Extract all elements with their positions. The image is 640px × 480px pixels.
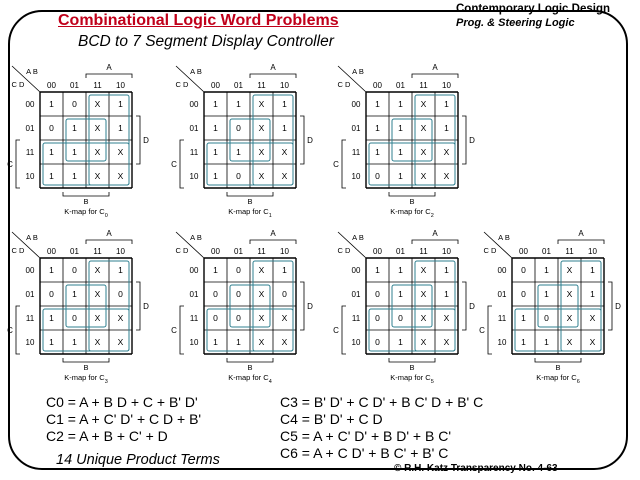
kmap-cell: X <box>589 313 596 323</box>
kmap-cell: X <box>258 147 265 157</box>
kmap-cell: 1 <box>444 99 449 109</box>
kmap-cell: X <box>566 289 573 299</box>
kmap-c-label: C <box>7 326 13 335</box>
kmap-d-label: D <box>615 302 621 311</box>
kmap-cell: X <box>443 147 450 157</box>
kmap-a-label: A <box>106 63 112 72</box>
kmap-cell: X <box>117 313 124 323</box>
kmap-cell: 0 <box>118 289 123 299</box>
kmap-d-label: D <box>307 302 313 311</box>
kmap-cell: 0 <box>375 171 380 181</box>
kmap-cell: 0 <box>213 313 218 323</box>
kmap-col-code: 10 <box>588 247 597 256</box>
kmap-cell: 0 <box>236 123 241 133</box>
kmap-cell: X <box>589 337 596 347</box>
kmap-row-code: 01 <box>351 290 361 299</box>
product-terms-note: 14 Unique Product Terms <box>56 452 220 468</box>
kmap-cell: X <box>94 313 101 323</box>
kmap-cell: 1 <box>375 123 380 133</box>
kmap-cell: X <box>94 337 101 347</box>
kmap-5 <box>333 229 475 385</box>
kmap-col-code: 11 <box>565 247 574 256</box>
kmap-cell: 0 <box>236 265 241 275</box>
kmap-cell: 1 <box>213 337 218 347</box>
kmap-cd-label: C D <box>11 80 25 89</box>
kmap-row-code: 10 <box>351 338 361 347</box>
kmap-cell: 1 <box>398 265 403 275</box>
kmap-cell: 1 <box>213 147 218 157</box>
kmap-caption: K-map for $C_5$ <box>390 373 434 385</box>
kmap-b-label: B <box>83 197 89 206</box>
kmap-cell: X <box>443 337 450 347</box>
kmap-b-label: B <box>409 197 415 206</box>
kmap-row-code: 00 <box>189 266 199 275</box>
kmap-row-code: 10 <box>189 338 199 347</box>
kmap-cell: 0 <box>236 289 241 299</box>
kmap-cell: 1 <box>118 265 123 275</box>
kmap-cell: X <box>258 265 265 275</box>
kmap-cell: 1 <box>49 265 54 275</box>
kmap-cell: 1 <box>72 147 77 157</box>
kmap-b-label: B <box>83 363 89 372</box>
kmap-col-code: 11 <box>419 247 428 256</box>
kmap-a-label: A <box>578 229 584 238</box>
equation-c3: C3 = B' D' + C D' + B C' D + B' C <box>280 394 484 410</box>
kmap-cd-label: C D <box>483 246 497 255</box>
kmap-col-code: 10 <box>116 81 125 90</box>
kmap-col-code: 01 <box>542 247 551 256</box>
kmap-cell: X <box>258 337 265 347</box>
kmap-cell: 1 <box>544 289 549 299</box>
kmap-row-code: 11 <box>189 314 199 323</box>
kmap-cell: X <box>420 265 427 275</box>
kmap-c-label: C <box>7 160 13 169</box>
kmap-cell: X <box>420 289 427 299</box>
kmap-cell: 0 <box>72 265 77 275</box>
kmap-d-label: D <box>143 302 149 311</box>
kmap-cell: 1 <box>590 265 595 275</box>
kmap-cell: 0 <box>375 313 380 323</box>
kmap-ab-label: A B <box>26 233 38 242</box>
kmap-cell: X <box>94 289 101 299</box>
kmap-cell: X <box>258 313 265 323</box>
kmap-cell: X <box>420 147 427 157</box>
kmap-row-code: 10 <box>25 338 35 347</box>
kmap-b-label: B <box>555 363 561 372</box>
kmap-col-code: 10 <box>280 81 289 90</box>
kmap-cell: 1 <box>72 337 77 347</box>
kmap-cell: 1 <box>375 99 380 109</box>
kmap-cell: 1 <box>282 123 287 133</box>
kmap-2 <box>333 63 475 219</box>
kmap-cell: 1 <box>398 147 403 157</box>
kmap-col-code: 11 <box>93 247 102 256</box>
kmap-row-code: 11 <box>25 314 35 323</box>
kmap-cell: 1 <box>72 289 77 299</box>
kmap-col-code: 00 <box>47 81 56 90</box>
kmap-ab-label: A B <box>352 67 364 76</box>
kmap-cell: 1 <box>444 289 449 299</box>
kmap-cell: X <box>566 265 573 275</box>
kmap-row-code: 11 <box>351 148 361 157</box>
kmap-col-code: 00 <box>519 247 528 256</box>
kmap-cell: X <box>443 313 450 323</box>
kmap-cell: 0 <box>72 99 77 109</box>
kmap-cell: X <box>117 147 124 157</box>
kmap-cd-label: C D <box>337 246 351 255</box>
kmap-cell: 1 <box>213 265 218 275</box>
kmap-cell: X <box>94 99 101 109</box>
kmap-ab-label: A B <box>26 67 38 76</box>
kmap-cell: X <box>420 313 427 323</box>
kmap-cell: 0 <box>521 265 526 275</box>
kmap-row-code: 00 <box>189 100 199 109</box>
kmap-cell: 0 <box>398 313 403 323</box>
equation-c6: C6 = A + C D' + B C' + B' C <box>280 445 449 461</box>
kmap-caption: K-map for $C_6$ <box>536 373 580 385</box>
kmap-row-code: 01 <box>25 124 35 133</box>
equation-c1: C1 = A + C' D' + C D + B' <box>46 411 202 427</box>
kmap-ab-label: A B <box>352 233 364 242</box>
kmap-cell: 0 <box>49 289 54 299</box>
kmap-row-code: 01 <box>189 124 199 133</box>
kmap-col-code: 00 <box>373 247 382 256</box>
kmap-cell: 0 <box>544 313 549 323</box>
kmap-col-code: 11 <box>257 81 266 90</box>
kmap-cell: 1 <box>118 123 123 133</box>
kmap-col-code: 10 <box>442 81 451 90</box>
kmap-cell: X <box>258 99 265 109</box>
kmap-3 <box>7 229 149 385</box>
kmap-b-label: B <box>247 363 253 372</box>
kmap-row-code: 00 <box>351 266 361 275</box>
kmap-row-code: 11 <box>189 148 199 157</box>
kmap-col-code: 00 <box>211 247 220 256</box>
kmap-1 <box>171 63 313 219</box>
kmap-cell: X <box>117 337 124 347</box>
equation-c4: C4 = B' D' + C D <box>280 411 383 427</box>
kmap-col-code: 11 <box>93 81 102 90</box>
kmap-cell: 1 <box>398 123 403 133</box>
kmap-cell: 1 <box>118 99 123 109</box>
kmap-cell: X <box>94 265 101 275</box>
kmap-cell: X <box>258 289 265 299</box>
kmap-cell: 1 <box>444 123 449 133</box>
kmap-cell: 1 <box>236 147 241 157</box>
kmap-row-code: 11 <box>497 314 507 323</box>
kmap-cell: 1 <box>544 337 549 347</box>
kmap-ab-label: A B <box>498 233 510 242</box>
kmap-col-code: 10 <box>116 247 125 256</box>
kmap-cell: X <box>443 171 450 181</box>
kmap-6 <box>479 229 621 385</box>
kmap-ab-label: A B <box>190 67 202 76</box>
kmap-row-code: 00 <box>25 100 35 109</box>
kmap-cd-label: C D <box>175 80 189 89</box>
kmap-cell: 1 <box>213 123 218 133</box>
kmap-row-code: 01 <box>351 124 361 133</box>
kmap-cell: X <box>420 123 427 133</box>
kmap-row-code: 00 <box>351 100 361 109</box>
kmap-cell: X <box>94 171 101 181</box>
kmap-col-code: 10 <box>280 247 289 256</box>
kmap-cell: 1 <box>375 265 380 275</box>
kmap-col-code: 11 <box>419 81 428 90</box>
kmap-cell: 0 <box>375 289 380 299</box>
kmap-cell: 0 <box>282 289 287 299</box>
kmap-col-code: 00 <box>47 247 56 256</box>
kmap-cd-label: C D <box>11 246 25 255</box>
kmap-a-label: A <box>270 63 276 72</box>
kmap-col-code: 01 <box>70 81 79 90</box>
kmap-cell: X <box>281 313 288 323</box>
kmap-b-label: B <box>247 197 253 206</box>
kmap-col-code: 00 <box>211 81 220 90</box>
kmap-cell: 1 <box>72 171 77 181</box>
kmap-d-label: D <box>469 136 475 145</box>
kmap-a-label: A <box>432 229 438 238</box>
kmap-row-code: 10 <box>497 338 507 347</box>
kmap-cell: X <box>117 171 124 181</box>
kmap-4 <box>171 229 313 385</box>
kmap-cell: 1 <box>49 99 54 109</box>
kmap-caption: K-map for $C_2$ <box>390 207 434 219</box>
kmap-cd-label: C D <box>175 246 189 255</box>
kmap-cell: 1 <box>49 171 54 181</box>
kmap-cell: 1 <box>444 265 449 275</box>
kmap-cell: 1 <box>213 99 218 109</box>
kmap-cell: 1 <box>375 147 380 157</box>
kmap-cell: X <box>258 123 265 133</box>
kmap-d-label: D <box>469 302 475 311</box>
kmap-cell: 1 <box>398 289 403 299</box>
kmap-row-code: 10 <box>351 172 361 181</box>
kmap-row-code: 01 <box>25 290 35 299</box>
kmap-row-code: 00 <box>25 266 35 275</box>
kmap-col-code: 01 <box>234 81 243 90</box>
kmap-row-code: 10 <box>189 172 199 181</box>
kmap-a-label: A <box>106 229 112 238</box>
kmap-row-code: 10 <box>25 172 35 181</box>
kmap-cell: 1 <box>213 171 218 181</box>
kmap-cell: 1 <box>590 289 595 299</box>
kmap-c-label: C <box>479 326 485 335</box>
kmap-cell: X <box>566 313 573 323</box>
kmap-cell: 1 <box>521 337 526 347</box>
kmap-cell: 0 <box>521 289 526 299</box>
kmap-row-code: 01 <box>189 290 199 299</box>
kmap-cell: X <box>566 337 573 347</box>
kmap-cell: 0 <box>236 171 241 181</box>
kmap-a-label: A <box>270 229 276 238</box>
kmap-cell: 1 <box>49 337 54 347</box>
kmap-row-code: 11 <box>351 314 361 323</box>
kmap-col-code: 01 <box>70 247 79 256</box>
kmap-cell: X <box>420 99 427 109</box>
slide-title: Combinational Logic Word Problems <box>58 12 339 29</box>
kmap-cell: 1 <box>72 123 77 133</box>
kmap-cell: 1 <box>398 337 403 347</box>
kmap-cell: 1 <box>282 265 287 275</box>
equation-c2: C2 = A + B + C' + D <box>46 428 168 444</box>
kmap-cd-label: C D <box>337 80 351 89</box>
kmap-caption: K-map for $C_0$ <box>64 207 108 219</box>
kmap-cell: X <box>281 171 288 181</box>
kmap-d-label: D <box>307 136 313 145</box>
kmap-cell: 1 <box>236 337 241 347</box>
kmap-cell: X <box>281 337 288 347</box>
kmap-d-label: D <box>143 136 149 145</box>
kmap-col-code: 01 <box>396 81 405 90</box>
kmap-c-label: C <box>171 160 177 169</box>
kmap-cell: X <box>258 171 265 181</box>
kmap-cell: 1 <box>521 313 526 323</box>
kmap-cell: X <box>420 171 427 181</box>
copyright: © R.H. Katz Transparency No. 4-63 <box>394 463 558 474</box>
kmap-col-code: 10 <box>442 247 451 256</box>
section-name: Prog. & Steering Logic <box>456 17 575 29</box>
kmap-cell: 1 <box>236 99 241 109</box>
kmap-col-code: 00 <box>373 81 382 90</box>
kmap-cell: 1 <box>49 147 54 157</box>
kmap-caption: K-map for $C_3$ <box>64 373 108 385</box>
kmap-cell: X <box>420 337 427 347</box>
kmap-ab-label: A B <box>190 233 202 242</box>
equation-c0: C0 = A + B D + C + B' D' <box>46 394 198 410</box>
kmap-caption: K-map for $C_4$ <box>228 373 272 385</box>
kmap-cell: X <box>94 123 101 133</box>
kmap-cell: 1 <box>398 171 403 181</box>
kmap-cell: 1 <box>398 99 403 109</box>
kmap-cell: 1 <box>49 313 54 323</box>
kmap-a-label: A <box>432 63 438 72</box>
kmap-cell: X <box>94 147 101 157</box>
kmap-col-code: 01 <box>234 247 243 256</box>
kmap-row-code: 01 <box>497 290 507 299</box>
kmap-cell: X <box>281 147 288 157</box>
kmap-row-code: 00 <box>497 266 507 275</box>
slide-subtitle: BCD to 7 Segment Display Controller <box>78 33 334 50</box>
kmap-b-label: B <box>409 363 415 372</box>
kmap-cell: 0 <box>236 313 241 323</box>
equation-c5: C5 = A + C' D' + B D' + B C' <box>280 428 451 444</box>
kmap-c-label: C <box>333 160 339 169</box>
kmap-caption: K-map for $C_1$ <box>228 207 272 219</box>
kmap-c-label: C <box>171 326 177 335</box>
course-name: Contemporary Logic Design <box>456 3 610 15</box>
kmap-cell: 1 <box>282 99 287 109</box>
kmap-cell: 0 <box>213 289 218 299</box>
kmap-cell: 0 <box>375 337 380 347</box>
kmap-row-code: 11 <box>25 148 35 157</box>
kmap-col-code: 11 <box>257 247 266 256</box>
kmap-cell: 1 <box>544 265 549 275</box>
kmap-cell: 0 <box>49 123 54 133</box>
kmap-0 <box>7 63 149 219</box>
kmap-cell: 0 <box>72 313 77 323</box>
kmap-col-code: 01 <box>396 247 405 256</box>
kmap-c-label: C <box>333 326 339 335</box>
